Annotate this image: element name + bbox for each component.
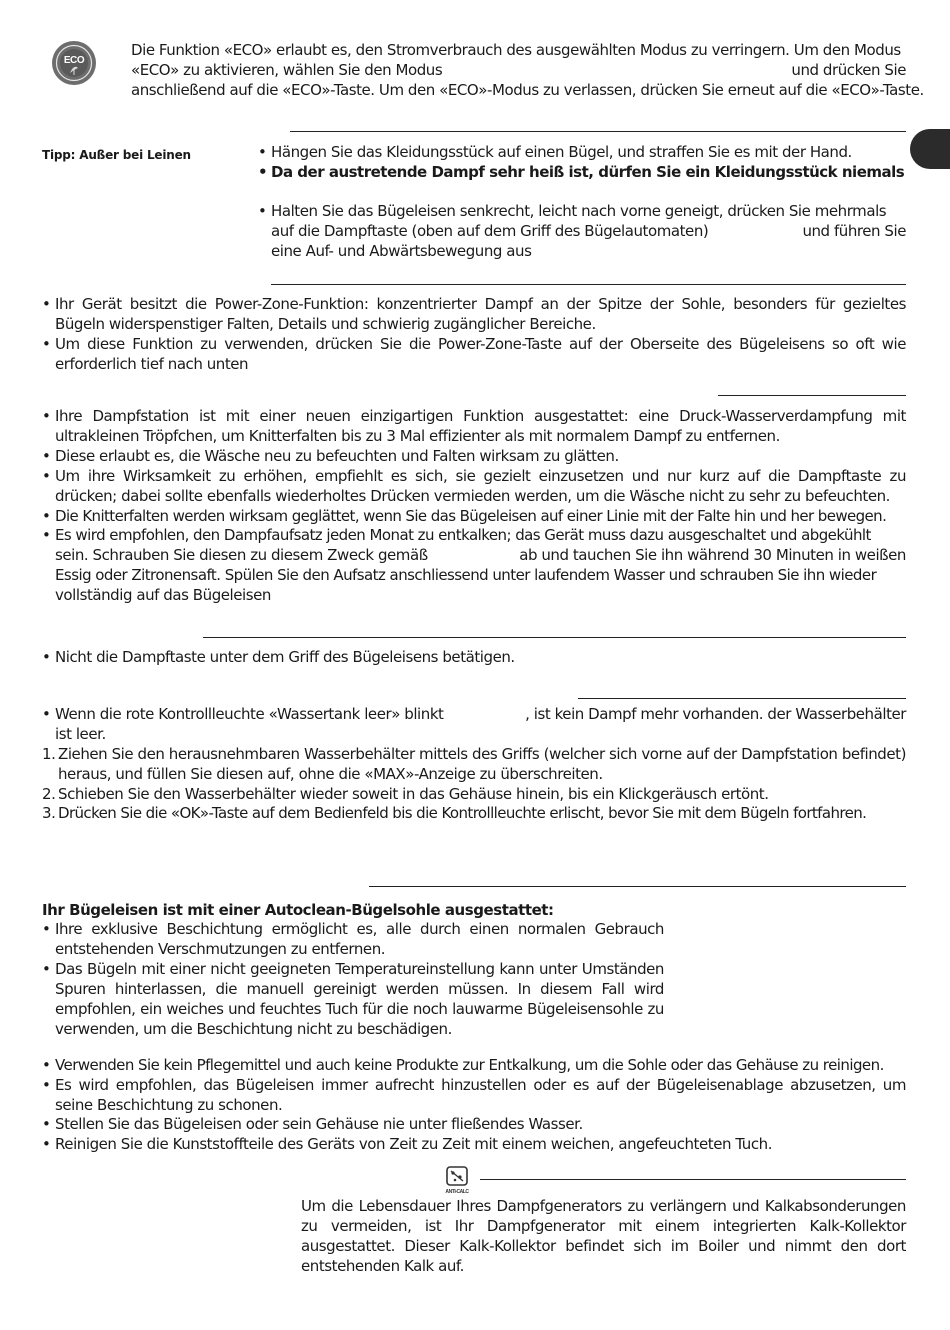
language-tab-marker bbox=[910, 129, 950, 169]
vertical-steam-item-1: • Hängen Sie das Kleidungsstück auf einen Bügel, und straffen Sie es mit der Hand. bbox=[258, 143, 852, 161]
section-rule-dry-ironing bbox=[203, 637, 906, 638]
power-zone-item-1: • Ihr Gerät besitzt die Power-Zone-Funktion: konzentrierter Dampf an der Spitze der Sohle, besonders für gezieltes Bügeln widerspenstiger Falten, Details und schwierig zugänglicher Bereiche. bbox=[42, 295, 906, 333]
section-rule-vertical-steam bbox=[290, 131, 906, 132]
water-tank-item-1: • Wenn die rote Kontrollleuchte «Wassertank leer» blinkt , ist kein Dampf mehr vorhanden. der Wasserbehälter ist leer. bbox=[42, 705, 906, 743]
autoclean-heading: Ihr Bügeleisen ist mit einer Autoclean-Bügelsohle ausgestattet: bbox=[42, 901, 554, 919]
eco-icon-label: ECO bbox=[63, 55, 85, 66]
care-item-1: • Verwenden Sie kein Pflegemittel und auch keine Produkte zur Entkalkung, um die Sohle oder das Gehäuse zu reinigen. bbox=[42, 1056, 884, 1074]
section-rule-water-tank bbox=[578, 698, 906, 699]
autoclean-item-1: • Ihre exklusive Beschichtung ermöglicht es, alle durch einen normalen Gebrauch entstehenden Verschmutzungen zu entfernen. bbox=[42, 920, 664, 958]
pressure-steam-item-3: • Um ihre Wirksamkeit zu erhöhen, empfiehlt es sich, sie gezielt einzusetzen und nur kurz auf die Dampftaste zu drücken; dabei sollte ebenfalls wiederholtes Drücken vermieden werden, um die Wäsche nicht zu sehr zu befeuchten. bbox=[42, 467, 906, 505]
care-item-4: • Reinigen Sie die Kunststoffteile des Geräts von Zeit zu Zeit mit einem weichen, angefeuchteten Tuch. bbox=[42, 1135, 773, 1153]
section-rule-autoclean bbox=[369, 886, 906, 887]
section-rule-power-zone bbox=[271, 284, 906, 285]
autoclean-item-2: • Das Bügeln mit einer nicht geeigneten Temperatureinstellung kann unter Umständen Spuren hinterlassen, die manuell gereinigt werden müssen. In diesem Fall wird empfohlen, ein weiches und feuchtes Tuch für die noch lauwarme Bügeleisensohle zu verwenden, um die Beschichtung nicht zu beschädigen. bbox=[42, 960, 664, 1038]
eco-paragraph bbox=[131, 40, 924, 100]
water-tank-step-1: 1. Ziehen Sie den herausnehmbaren Wasserbehälter mittels des Griffs (welcher sich vorne auf der Dampfstation befindet) heraus, und füllen Sie diesen auf, ohne die «MAX»-Anzeige zu überschreiten. bbox=[42, 745, 906, 783]
eco-leaf-icon bbox=[51, 40, 97, 86]
section-rule-pressure-steam bbox=[718, 395, 906, 396]
water-tank-step-2: 2. Schieben Sie den Wasserbehälter wieder soweit in das Gehäuse hinein, bis ein Klickgeräusch ertönt. bbox=[42, 785, 769, 803]
eco-line-2a: «ECO» zu aktivieren, wählen Sie den Modus bbox=[131, 61, 443, 79]
pressure-steam-item-1: • Ihre Dampfstation ist mit einer neuen einzigartigen Funktion ausgestattet: eine Druck-Wasserverdampfung mit ultrakleinen Tröpfchen, um Knitterfalten bis zu 3 Mal effizienter als mit normalem Dampf zu entfernen. bbox=[42, 407, 906, 445]
eco-line-2b: und drücken Sie bbox=[791, 61, 906, 79]
pressure-steam-item-5: • Es wird empfohlen, den Dampfaufsatz jeden Monat zu entkalken; das Gerät muss dazu ausgeschaltet und abgekühlt sein. Schrauben Sie diesen zu diesem Zweck gemäß ab und tauchen Sie ihn während 30 Minuten in weißen Essig oder Zitronensaft. Spülen Sie den Aufsatz anschliessend unter laufendem Wasser und schrauben Sie ihn wieder vollständig auf das Bügeleisen bbox=[42, 526, 906, 604]
eco-line-1: Die Funktion «ECO» erlaubt es, den Stromverbrauch des ausgewählten Modus zu verringern. Um den Modus bbox=[131, 41, 901, 59]
care-item-3: • Stellen Sie das Bügeleisen oder sein Gehäuse nie unter fließendes Wasser. bbox=[42, 1115, 583, 1133]
anti-calc-icon bbox=[441, 1165, 473, 1195]
pressure-steam-item-4: • Die Knitterfalten werden wirksam geglättet, wenn Sie das Bügeleisen auf einer Linie mit der Falte hin und her bewegen. bbox=[42, 507, 887, 525]
water-tank-step-3: 3. Drücken Sie die «OK»-Taste auf dem Bedienfeld bis die Kontrollleuchte erlischt, bevor Sie mit dem Bügeln fortfahren. bbox=[42, 804, 867, 822]
pressure-steam-item-2: • Diese erlaubt es, die Wäsche neu zu befeuchten und Falten wirksam zu glätten. bbox=[42, 447, 619, 465]
care-item-2: • Es wird empfohlen, das Bügeleisen immer aufrecht hinzustellen oder es auf der Bügeleisenablage abzusetzen, um seine Beschichtung zu schonen. bbox=[42, 1076, 906, 1114]
tip-label: Tipp: Außer bei Leinen bbox=[42, 148, 191, 162]
power-zone-item-2: • Um diese Funktion zu verwenden, drücken Sie die Power-Zone-Taste auf der Oberseite des Bügeleisens so oft wie erforderlich tief nach unten bbox=[42, 335, 906, 373]
section-rule-anti-calc bbox=[480, 1179, 906, 1180]
anti-calc-paragraph: Um die Lebensdauer Ihres Dampfgenerators zu verlängern und Kalkabsonderungen zu vermeiden, ist Ihr Dampfgenerator mit einem integrierten Kalk-Kollektor ausgestattet. Dieser Kalk-Kollektor befindet sich im Boiler und nimmt den dort entstehenden Kalk auf. bbox=[301, 1197, 906, 1275]
dry-ironing-item-1: • Nicht die Dampftaste unter dem Griff des Bügeleisens betätigen. bbox=[42, 648, 515, 666]
anti-calc-icon-label: ANTI-CALC bbox=[445, 1189, 469, 1195]
vertical-steam-item-3: • Halten Sie das Bügeleisen senkrecht, leicht nach vorne geneigt, drücken Sie mehrmals auf die Dampftaste (oben auf dem Griff des Bügelautomaten) und führen Sie eine Auf- und Abwärtsbewegung aus bbox=[258, 202, 906, 260]
vertical-steam-item-2-warning: • Da der austretende Dampf sehr heiß ist, dürfen Sie ein Kleidungsstück niemals bbox=[258, 163, 905, 181]
eco-line-3: anschließend auf die «ECO»-Taste. Um den «ECO»-Modus zu verlassen, drücken Sie erneut auf die «ECO»-Taste. bbox=[131, 81, 924, 99]
